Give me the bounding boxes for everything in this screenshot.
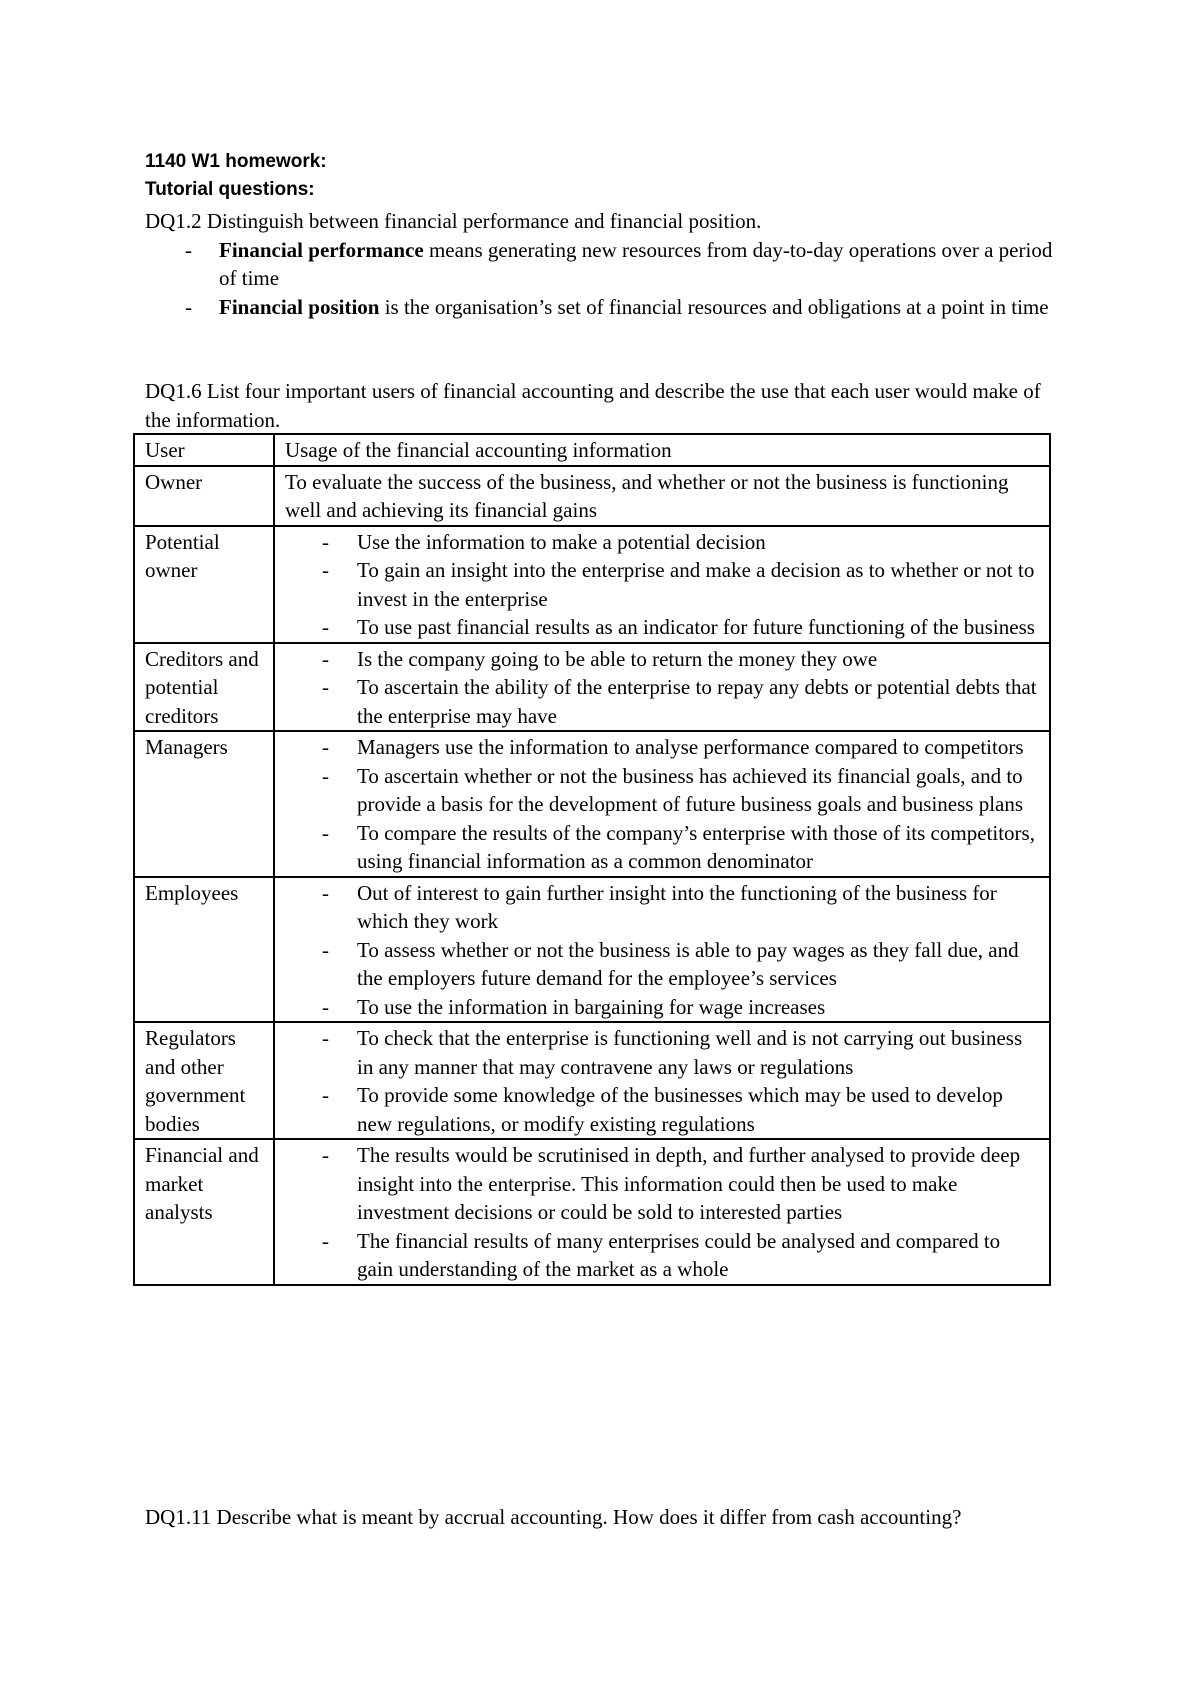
dash-bullet: - xyxy=(322,735,329,759)
usage-list xyxy=(285,733,1039,876)
list-item xyxy=(285,673,1039,730)
list-item xyxy=(285,733,1039,762)
user-cell: Owner xyxy=(134,466,274,526)
usage-point: To provide some knowledge of the businesses which may be used to develop new regulations, or modify existing regulations xyxy=(357,1083,1003,1136)
section-heading: Tutorial questions: xyxy=(145,179,315,200)
question-text: DQ1.2 Distinguish between financial performance and financial position. xyxy=(145,209,762,233)
usage-point: To use the information in bargaining for wage increases xyxy=(357,994,826,1019)
usage-point: The financial results of many enterprises could be analysed and compared to gain understanding of the market as a whole xyxy=(357,1228,1001,1281)
term: Financial performance xyxy=(219,237,424,262)
dash-bullet: - xyxy=(322,529,329,554)
list-item xyxy=(285,879,1039,936)
usage-point: To assess whether or not the business is able to pay wages as they fall due, and the employers future demand for the employee’s services xyxy=(357,937,1019,990)
header-user: User xyxy=(134,434,274,466)
term: Financial position xyxy=(219,294,380,319)
usage-list xyxy=(285,879,1039,1022)
table-header-row xyxy=(134,434,1050,466)
usage-list xyxy=(285,528,1039,642)
dash-bullet: - xyxy=(322,880,329,905)
dash-bullet: - xyxy=(322,675,329,699)
dash-bullet: - xyxy=(322,1228,329,1253)
dash-bullet: - xyxy=(322,937,329,962)
dash-bullet: - xyxy=(322,763,329,788)
table-row xyxy=(134,1022,1050,1139)
usage-point: To gain an insight into the enterprise and make a decision as to whether or not to invest in the enterprise xyxy=(357,558,1035,611)
table-row xyxy=(134,877,1050,1023)
list-item xyxy=(285,762,1039,819)
list-item xyxy=(285,1024,1039,1081)
list-item xyxy=(145,293,1065,322)
list-item xyxy=(285,1081,1039,1138)
table-row xyxy=(134,643,1050,732)
usage-cell xyxy=(274,643,1050,732)
dash-bullet: - xyxy=(322,646,329,671)
list-item xyxy=(285,645,1039,674)
header-usage: Usage of the financial accounting information xyxy=(274,434,1050,466)
usage-list xyxy=(285,645,1039,731)
usage-point: The results would be scrutinised in depth, and further analysed to provide deep insight into the enterprise. This information could then be used to make investment decisions or could be sold to interested parties xyxy=(357,1143,1021,1224)
usage-point: Managers use the information to analyse performance compared to competitors xyxy=(357,735,1024,759)
user-cell: Potential owner xyxy=(134,526,274,643)
answer-list xyxy=(145,236,1065,322)
list-item xyxy=(285,613,1039,642)
definition: means generating new resources from day-to-day operations over a period of time xyxy=(219,237,1053,290)
user-cell: Regulators and other government bodies xyxy=(134,1022,274,1139)
list-item xyxy=(285,528,1039,557)
usage-cell xyxy=(274,1139,1050,1285)
list-item xyxy=(285,819,1039,876)
list-item xyxy=(285,936,1039,993)
list-item xyxy=(285,1227,1039,1284)
usage-point: Use the information to make a potential decision xyxy=(357,529,766,554)
usage-point: Out of interest to gain further insight into the functioning of the business for which they work xyxy=(357,880,997,933)
usage-point: To compare the results of the company’s enterprise with those of its competitors, using financial information as a common denominator xyxy=(357,820,1035,873)
usage-point: To check that the enterprise is functioning well and is not carrying out business in any manner that may contravene any laws or regulations xyxy=(357,1026,1023,1079)
usage-cell xyxy=(274,1022,1050,1139)
user-cell: Financial and market analysts xyxy=(134,1139,274,1285)
usage-cell xyxy=(274,526,1050,643)
usage-list xyxy=(285,1024,1039,1138)
usage-cell xyxy=(274,877,1050,1023)
list-item xyxy=(285,1141,1039,1227)
user-cell: Managers xyxy=(134,731,274,877)
usage-point: To ascertain whether or not the business has achieved its financial goals, and to provide a basis for the development of future business goals and business plans xyxy=(357,763,1024,816)
document-title: 1140 W1 homework: xyxy=(145,151,327,172)
question-dq12 xyxy=(145,207,1065,321)
dash-bullet: - xyxy=(322,558,329,582)
table-row xyxy=(134,526,1050,643)
list-item xyxy=(145,236,1065,293)
list-item xyxy=(285,556,1039,613)
dash-bullet: - xyxy=(322,994,329,1019)
dash-bullet: - xyxy=(322,1026,329,1050)
dash-bullet: - xyxy=(185,237,192,262)
table-row xyxy=(134,466,1050,526)
dash-bullet: - xyxy=(322,1143,329,1167)
definition: is the organisation’s set of financial resources and obligations at a point in time xyxy=(379,294,1049,319)
usage-list xyxy=(285,1141,1039,1284)
dash-bullet: - xyxy=(322,1083,329,1107)
usage-cell xyxy=(274,731,1050,877)
user-cell: Creditors and potential creditors xyxy=(134,643,274,732)
usage-point: To ascertain the ability of the enterprise to repay any debts or potential debts that the enterprise may have xyxy=(357,675,1037,728)
dash-bullet: - xyxy=(322,615,329,639)
dash-bullet: - xyxy=(322,820,329,845)
usage-point: To use past financial results as an indicator for future functioning of the business xyxy=(357,615,1035,639)
dash-bullet: - xyxy=(185,294,192,319)
usage-cell: To evaluate the success of the business, and whether or not the business is functioning well and achieving its financial gains xyxy=(274,466,1050,526)
table-row xyxy=(134,1139,1050,1285)
list-item xyxy=(285,993,1039,1022)
usage-point: Is the company going to be able to return the money they owe xyxy=(357,646,878,671)
table-row xyxy=(134,731,1050,877)
question-dq16-text: DQ1.6 List four important users of financial accounting and describe the use that each user would make of the information. xyxy=(145,379,1041,432)
users-table xyxy=(133,433,1051,1286)
user-cell: Employees xyxy=(134,877,274,1023)
question-dq111-text: DQ1.11 Describe what is meant by accrual accounting. How does it differ from cash accounting? xyxy=(145,1505,962,1529)
